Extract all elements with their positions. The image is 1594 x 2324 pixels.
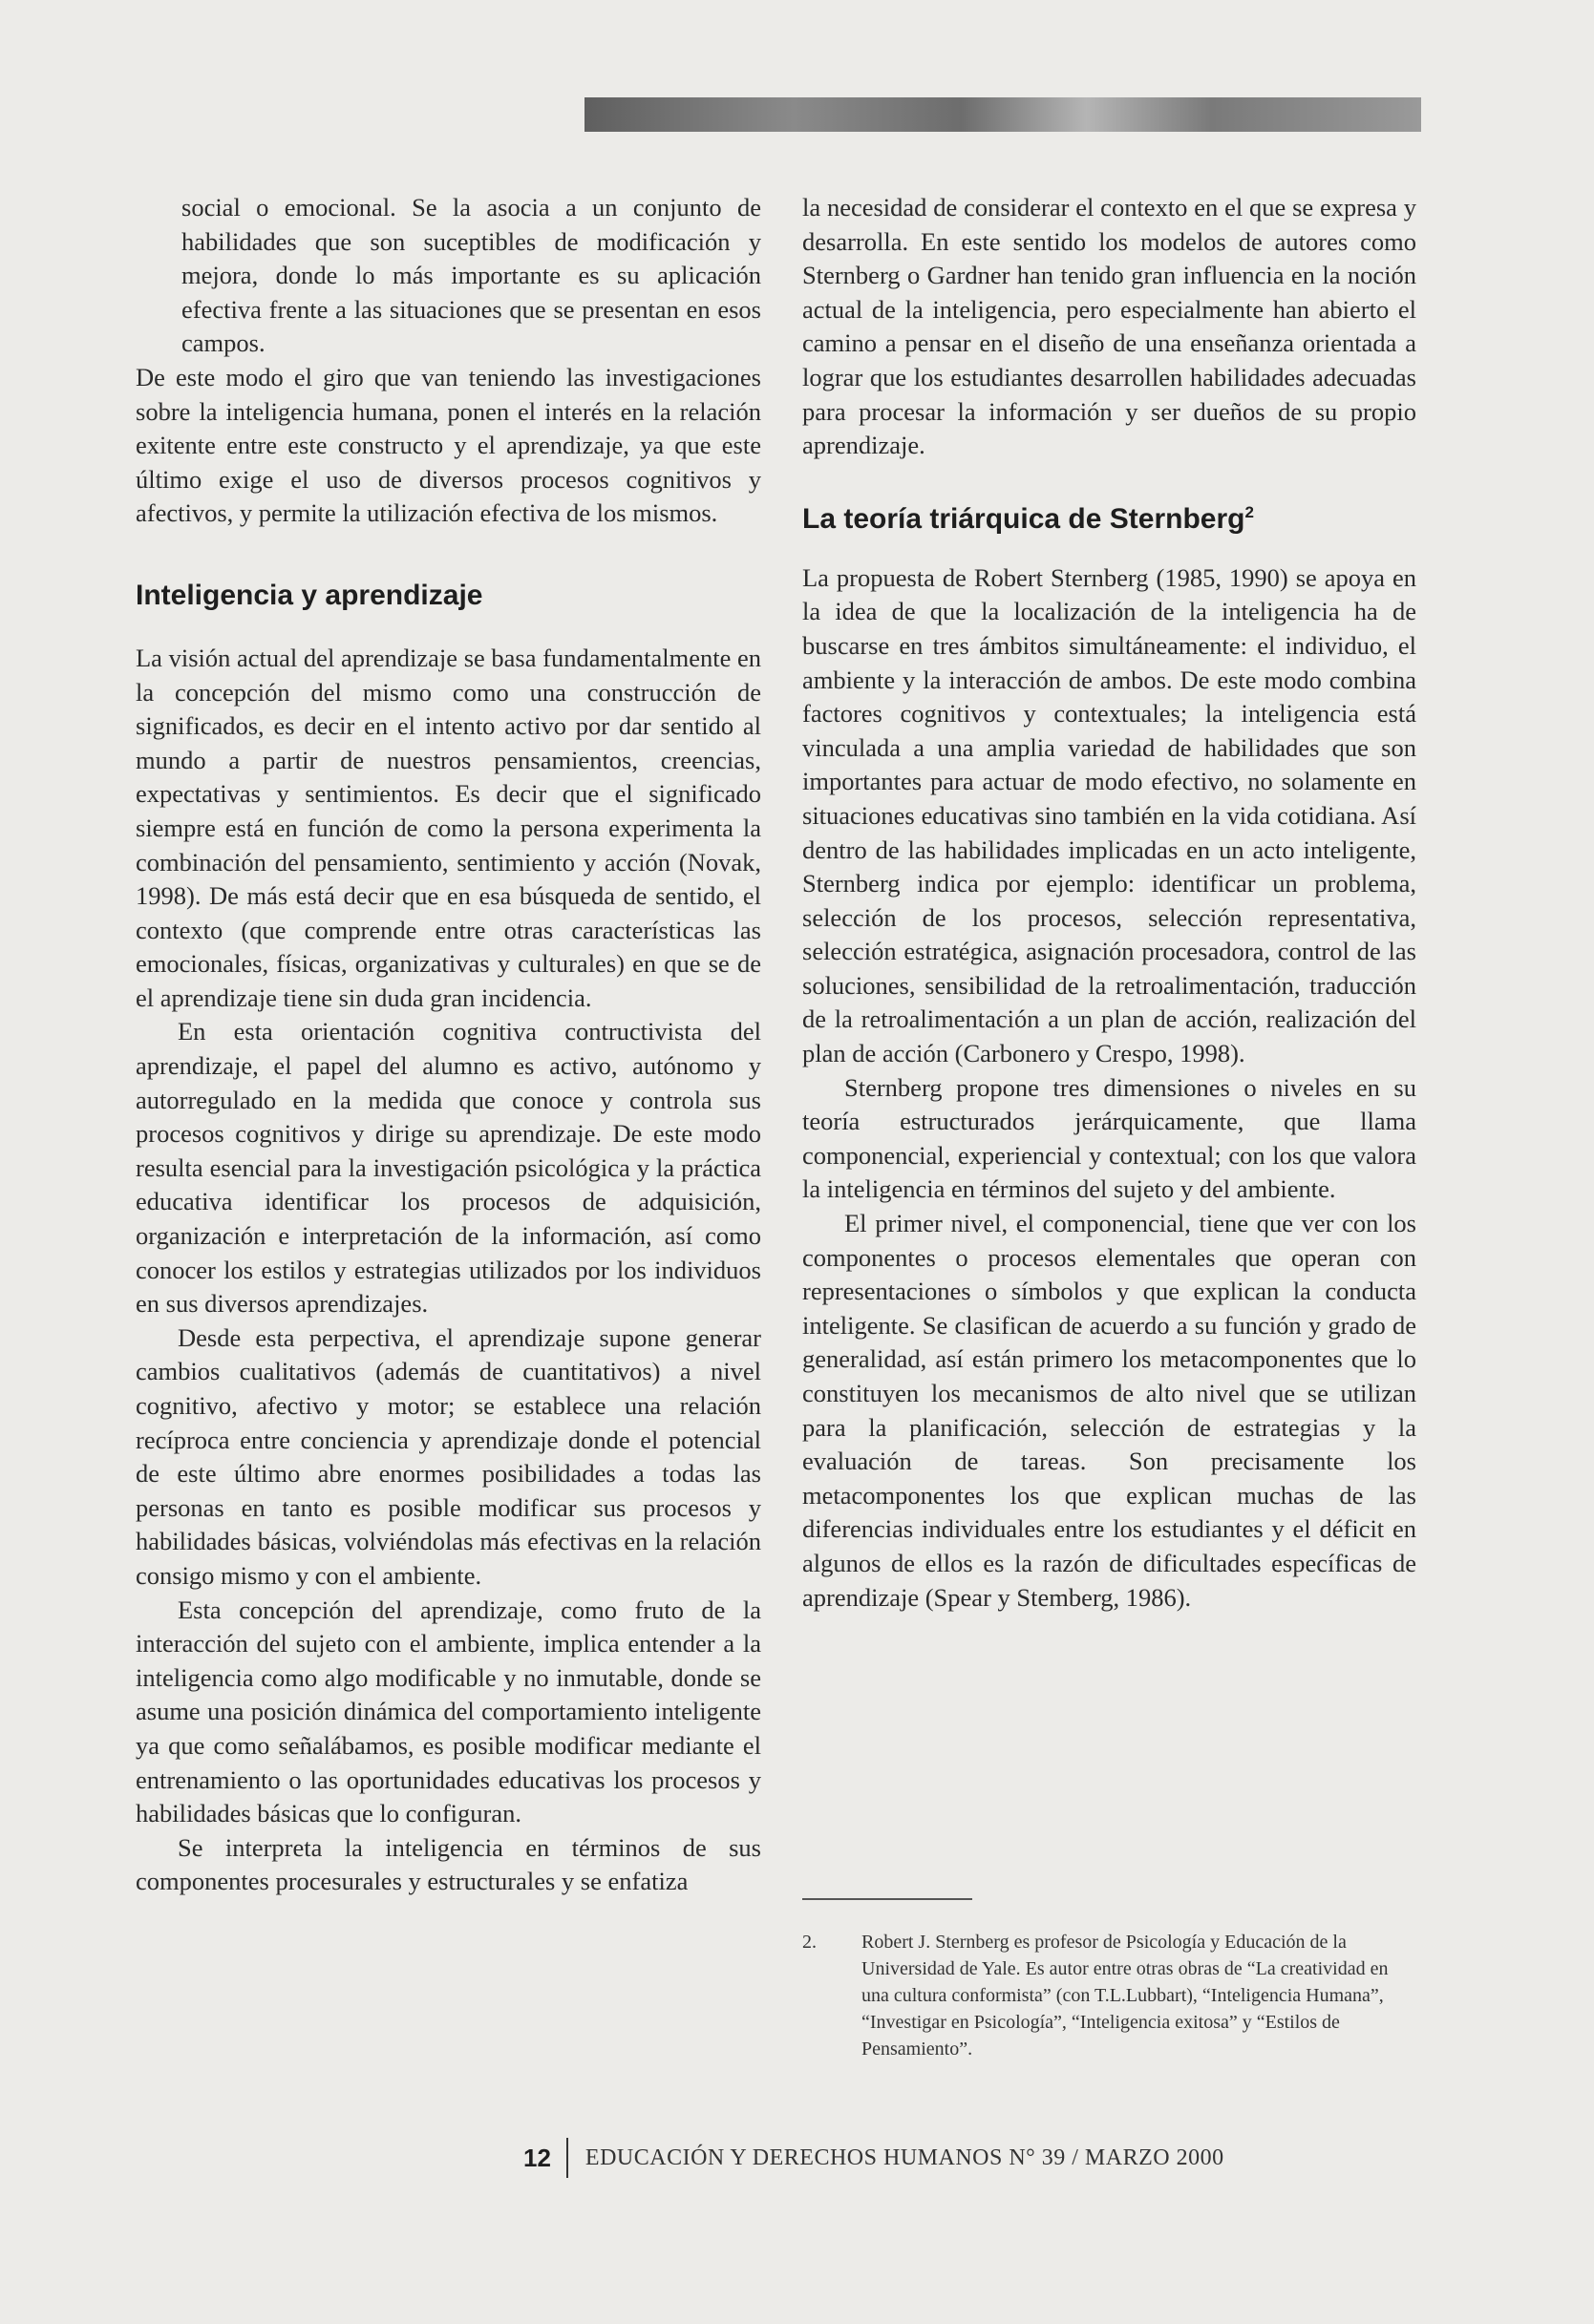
- page-footer: [523, 2139, 1224, 2177]
- section-heading-teoria-triarquica: [802, 496, 1416, 537]
- paragraph: Esta concepción del aprendizaje, como fruto de la interacción del sujeto con el ambiente, implica entender a la inteligencia como algo modificable y no inmutable, donde se asume una posición dinámica del comportamiento inteligente ya que como señalábamos, es posible modificar mediante el entrenamiento o las oportunidades educativas los procesos y habilidades básicas que lo configuran.: [136, 1595, 761, 1828]
- footnote-text: Robert J. Sternberg es profesor de Psicología y Educación de la Universidad de Yale. Es autor entre otras obras de “La creatividad en una cultura conformista” (con T.L.Lubbart), “Inteligencia Humana”, “Investigar en Psicología”, “Inteligencia exitosa” y “Estilos de Pensamiento”.: [861, 1932, 1389, 2060]
- heading-text: La teoría triárquica de Sternberg: [802, 502, 1245, 535]
- section-heading-inteligencia-aprendizaje: Inteligencia y aprendizaje: [136, 579, 483, 611]
- paragraph: Desde esta perpectiva, el aprendizaje supone generar cambios cualitativos (además de cuantitativos) a nivel cognitivo, afectivo y motor; se establece una relación recíproca entre conciencia y aprendizaje donde el potencial de este último abre enormes posibilidades a todas las personas en tanto es posible modificar sus procesos y habilidades básicas, volviéndolas más efectivas en la relación consigo mismo y con el ambiente.: [136, 1322, 761, 1590]
- paragraph: la necesidad de considerar el contexto en el que se expresa y desarrolla. En este sentido los modelos de autores como Sternberg o Gardner han tenido gran influencia en la noción actual de la inteligencia, pero especialmente han abierto el camino a pensar en el diseño de una enseñanza orientada a lograr que los estudiantes desarrollen habilidades adecuadas para procesar la información y ser dueños de su propio aprendizaje.: [802, 193, 1416, 460]
- footnote-number: 2.: [802, 1932, 817, 1953]
- left-column: [136, 191, 761, 1899]
- paragraph: La visión actual del aprendizaje se basa fundamentalmente en la concepción del mismo como una construcción de significados, es decir en el intento activo por dar sentido al mundo a partir de nuestros pensamientos, creencias, expectativas y sentimientos. Es decir que el significado siempre está en función de como la persona experimenta la combinación del pensamiento, sentimiento y acción (Novak, 1998). De más está decir que en esa búsqueda de sentido, el contexto (que comprende entre otras características las emocionales, físicas, organizativas y culturales) en que se de el aprendizaje tiene sin duda gran incidencia.: [136, 643, 761, 1012]
- page-number: 12: [523, 2143, 551, 2172]
- paragraph: En esta orientación cognitiva contructivista del aprendizaje, el papel del alumno es activo, autónomo y autorregulado en la medida que conoce y controla sus procesos cognitivos y dirige su aprendizaje. De este modo resulta esencial para la investigación psicológica y la práctica educativa identificar los procesos de adquisición, organización e interpretación de la información, así como conocer los estilos y estrategias utilizados por los individuos en sus diversos aprendizajes.: [136, 1017, 761, 1319]
- paragraph: Se interpreta la inteligencia en términos de sus componentes procesurales y estructurales y se enfatiza: [136, 1832, 761, 1896]
- paragraph: Sternberg propone tres dimensiones o niveles en su teoría estructurados jerárquicamente, que llama componencial, experiencial y contextual; con los que valora la inteligencia en términos del sujeto y del ambiente.: [802, 1072, 1416, 1204]
- paragraph: social o emocional. Se la asocia a un conjunto de habilidades que son suceptibles de modificación y mejora, donde lo más importante es su aplicación efectiva frente a las situaciones que se presentan en esos campos.: [181, 193, 761, 358]
- footnote-divider: [802, 1898, 972, 1900]
- footer-divider: [566, 2138, 568, 2178]
- header-decorative-bar: [584, 97, 1421, 132]
- right-column: [802, 191, 1416, 1615]
- footnote-reference: 2: [1244, 502, 1254, 521]
- journal-title: EDUCACIÓN Y DERECHOS HUMANOS N° 39 / MARZO 2000: [584, 2144, 1224, 2170]
- paragraph: La propuesta de Robert Sternberg (1985, 1990) se apoya en la idea de que la localización de la inteligencia ha de buscarse en tres ámbitos simultáneamente: el individuo, el ambiente y la interacción de ambos. De este modo combina factores cognitivos y contextuales; la inteligencia está vinculada a una amplia variedad de habilidades que son importantes para actuar de modo efectivo, no solamente en situaciones educativas sino también en la vida cotidiana. Así dentro de las habilidades implicadas en un acto inteligente, Sternberg indica por ejemplo: identificar un problema, selección de los procesos, selección representativa, selección estratégica, asignación procesadora, control de las soluciones, sensibilidad de la retroalimentación, traducción de la retroalimentación a un plan de acción, realización del plan de acción (Carbonero y Crespo, 1998).: [802, 562, 1416, 1068]
- footnote: [802, 1929, 1413, 2062]
- paragraph: De este modo el giro que van teniendo las investigaciones sobre la inteligencia humana, ponen el interés en la relación exitente entre este constructo y el aprendizaje, ya que este último exige el uso de diversos procesos cognitivos y afectivos, y permite la utilización efectiva de los mismos.: [136, 362, 761, 528]
- paragraph: El primer nivel, el componencial, tiene que ver con los componentes o procesos elementales que operan con representaciones o símbolos y que explican la conducta inteligente. Se clasifican de acuerdo a su función y grado de generalidad, así están primero los metacomponentes que lo constituyen los mecanismos de alto nivel que se utilizan para la planificación, selección de estrategias y la evaluación de tareas. Son precisamente los metacomponentes los que explican muchas de las diferencias individuales entre los estudiantes y el déficit en algunos de ellos es la razón de dificultades específicas de aprendizaje (Spear y Stemberg, 1986).: [802, 1209, 1416, 1612]
